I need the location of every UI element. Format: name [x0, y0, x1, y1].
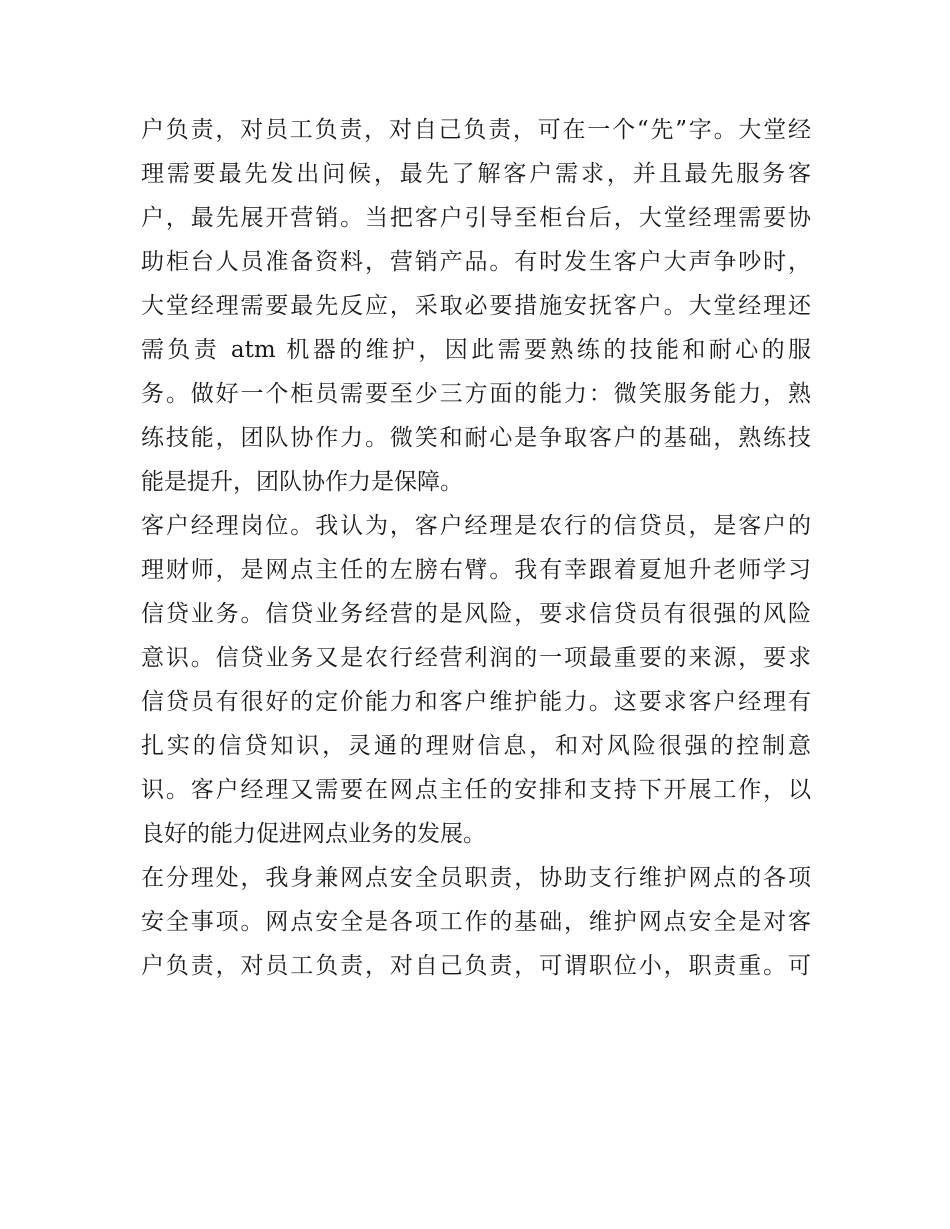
text-line: 安全事项。网点安全是各项工作的基础，维护网点安全是对客: [141, 909, 811, 935]
text-line: 扎实的信贷知识，灵通的理财信息，和对风险很强的控制意: [141, 733, 811, 759]
text-line: 助柜台人员准备资料，营销产品。有时发生客户大声争吵时，: [141, 249, 811, 275]
paragraph-account-manager: [141, 504, 811, 856]
text-line: 户负责，对员工负责，对自己负责，可在一个“先”字。大堂经: [141, 117, 811, 143]
text-line: 大堂经理需要最先反应，采取必要措施安抚客户。大堂经理还: [141, 293, 811, 319]
text-line: 识。客户经理又需要在网点主任的安排和支持下开展工作，以: [141, 777, 811, 803]
text-line: 户负责，对员工负责，对自己负责，可谓职位小，职责重。可: [141, 953, 811, 979]
body-text: [141, 108, 811, 988]
text-line: 户，最先展开营销。当把客户引导至柜台后，大堂经理需要协: [141, 205, 811, 231]
paragraph-safety-officer: [141, 856, 811, 988]
text-line: 理需要最先发出问候，最先了解客户需求，并且最先服务客: [141, 161, 811, 187]
text-line: 客户经理岗位。我认为，客户经理是农行的信贷员，是客户的: [141, 513, 811, 539]
text-line: 能是提升，团队协作力是保障。: [141, 469, 463, 495]
text-line: 良好的能力促进网点业务的发展。: [141, 821, 486, 847]
text-line: 信贷员有很好的定价能力和客户维护能力。这要求客户经理有: [141, 689, 811, 715]
text-line: 信贷业务。信贷业务经营的是风险，要求信贷员有很强的风险: [141, 601, 811, 627]
text-line: 需负责 atm 机器的维护，因此需要熟练的技能和耐心的服: [141, 337, 811, 363]
text-line: 练技能，团队协作力。微笑和耐心是争取客户的基础，熟练技: [141, 425, 811, 451]
text-line: 意识。信贷业务又是农行经营利润的一项最重要的来源，要求: [141, 645, 811, 671]
text-line: 务。做好一个柜员需要至少三方面的能力：微笑服务能力，熟: [141, 381, 811, 407]
text-line: 理财师，是网点主任的左膀右臂。我有幸跟着夏旭升老师学习: [141, 557, 811, 583]
text-line: 在分理处，我身兼网点安全员职责，协助支行维护网点的各项: [141, 865, 811, 891]
paragraph-lobby-manager: [141, 108, 811, 504]
